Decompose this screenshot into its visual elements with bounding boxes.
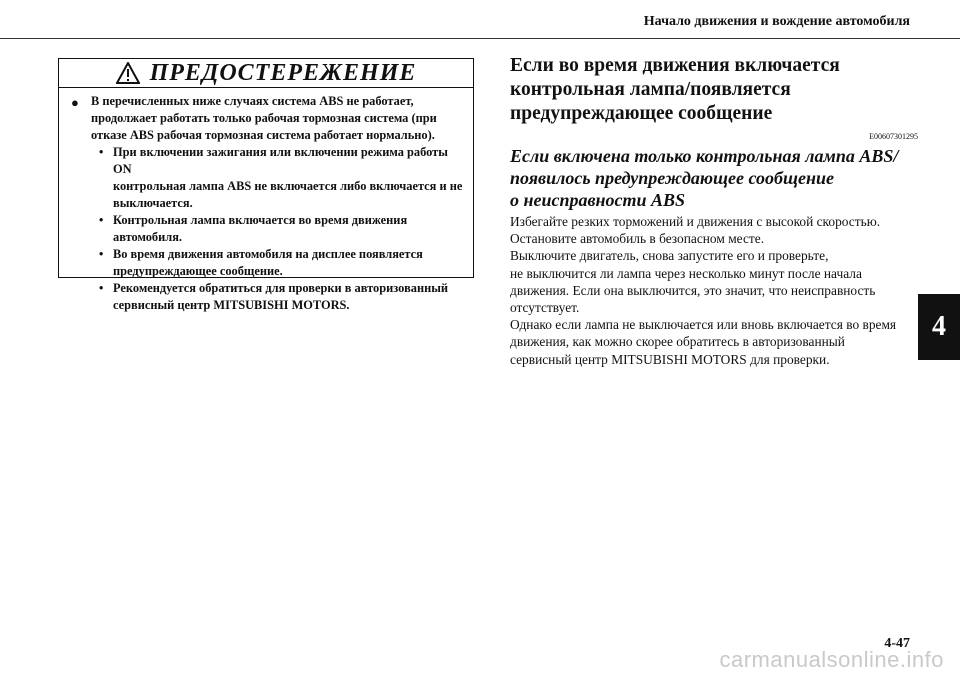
subheading-line: Если включена только контрольная лампа ABS/: [510, 146, 899, 166]
header-rule: [0, 38, 960, 39]
warning-lead-line: продолжает работать только рабочая тормозная система (при: [91, 111, 437, 125]
body-line: Однако если лампа не выключается или вновь включается во время: [510, 317, 897, 333]
warning-item-line: Рекомендуется обратиться для проверки в авторизованный: [113, 281, 449, 295]
body-line: не выключится ли лампа через несколько минут после начала: [510, 265, 862, 281]
body-line: Выключите двигатель, снова запустите его и проверьте,: [510, 248, 829, 264]
warning-body: [71, 93, 463, 314]
warning-item-line: контрольная лампа ABS не включается либо включается и не: [113, 179, 463, 193]
bullet-icon: •: [99, 145, 104, 159]
main-content: [510, 54, 918, 368]
warning-lead-line: отказе ABS рабочая тормозная система работает нормально).: [91, 128, 435, 142]
warning-lead: [71, 93, 463, 144]
warning-item: [71, 246, 463, 280]
body-line: движения, как можно скорее обратитесь в авторизованный: [510, 334, 845, 350]
section-heading-line: контрольная лампа/появляется: [510, 79, 791, 100]
body-line: сервисный центр MITSUBISHI MOTORS для проверки.: [510, 351, 830, 367]
body-line: Избегайте резких торможений и движения с высокой скоростью.: [510, 214, 881, 229]
page-number: 4-47: [884, 636, 910, 651]
warning-item-line: При включении зажигания или включении режима работы ON: [113, 145, 448, 176]
warning-item-line: предупреждающее сообщение.: [113, 264, 283, 278]
warning-title: ПРЕДОСТЕРЕЖЕНИЕ: [149, 59, 417, 86]
warning-header: [59, 59, 473, 88]
warning-item-line: автомобиля.: [113, 230, 183, 244]
bullet-dot-icon: ●: [71, 95, 79, 110]
watermark: carmanualsonline.info: [719, 647, 944, 672]
warning-triangle-icon: [116, 62, 140, 84]
body-line: отсутствует.: [510, 300, 580, 316]
bullet-icon: •: [99, 281, 104, 295]
warning-item: [71, 144, 463, 212]
warning-item-line: выключается.: [113, 196, 193, 210]
section-heading: [510, 54, 918, 126]
section-heading-line: Если во время движения включается: [510, 55, 840, 76]
subheading-line: о неисправности ABS: [510, 190, 686, 210]
warning-item-line: Во время движения автомобиля на дисплее появляется: [113, 247, 423, 261]
chapter-tab: 4: [918, 294, 960, 360]
section-header-title: Начало движения и вождение автомобиля: [643, 14, 910, 29]
section-heading-line: предупреждающее сообщение: [510, 103, 773, 124]
subheading: [510, 145, 918, 211]
body-paragraph: [510, 213, 918, 368]
bullet-icon: •: [99, 247, 104, 261]
section-code: E00607301295: [869, 132, 918, 141]
body-line: движения. Если она выключится, это значит, что неисправность: [510, 282, 876, 298]
warning-item: [71, 212, 463, 246]
warning-item-line: сервисный центр MITSUBISHI MOTORS.: [113, 298, 350, 312]
warning-item: [71, 280, 463, 314]
warning-item-line: Контрольная лампа включается во время движения: [113, 213, 408, 227]
subheading-line: появилось предупреждающее сообщение: [510, 168, 835, 188]
warning-lead-line: В перечисленных ниже случаях система ABS не работает,: [91, 94, 414, 108]
body-line: Остановите автомобиль в безопасном месте.: [510, 231, 765, 247]
warning-box: [58, 58, 474, 312]
bullet-icon: •: [99, 213, 104, 227]
